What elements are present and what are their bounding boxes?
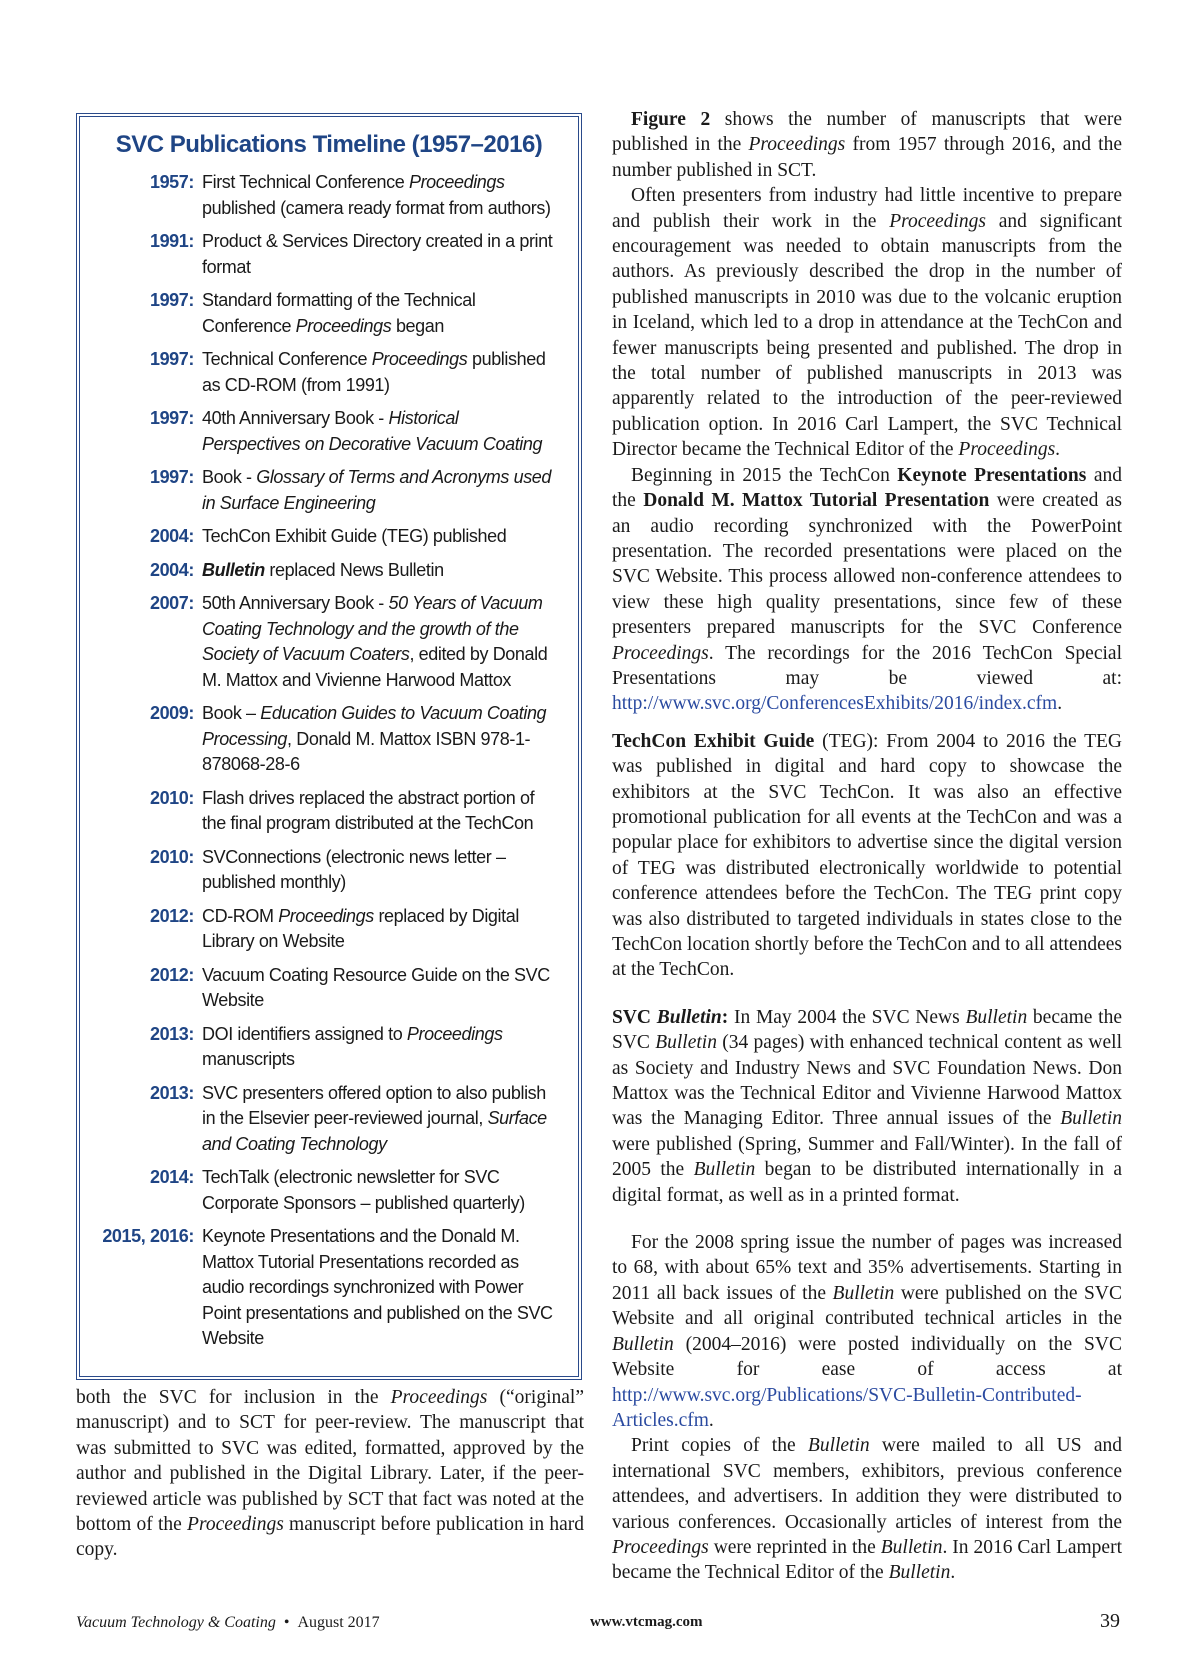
timeline-entry — [98, 558, 560, 584]
sidebar-title: SVC Publications Timeline (1957–2016) — [115, 131, 543, 158]
timeline-year: 1997: — [149, 290, 194, 310]
url-link[interactable]: http://www.svc.org/Publications/SVC-Bulletin-Contributed-Articles.cfm — [612, 1384, 1082, 1431]
text-run: Bulletin — [888, 1562, 951, 1584]
text-run: TechCon Exhibit Guide (TEG) published — [202, 526, 507, 546]
text-run: : — [721, 1006, 729, 1028]
timeline-entry — [98, 229, 560, 280]
timeline-entry — [98, 1081, 560, 1158]
footer-website: www.vtcmag.com — [590, 1614, 703, 1630]
text-run: replaced News Bulletin — [264, 559, 444, 580]
timeline-year: 1991: — [149, 231, 194, 251]
timeline-year: 2012: — [149, 905, 194, 926]
text-run: Proceedings — [295, 315, 392, 336]
text-run: Standard formatting of the Technical Conference — [202, 290, 476, 336]
timeline-year: 1957: — [149, 172, 194, 192]
text-run: Proceedings — [187, 1514, 284, 1536]
text-run: Keynote Presentations and the Donald M. Mattox Tutorial Presentations recorded as audio recordings synchronized with Power Point presentations and published on the SVC Website — [202, 1226, 553, 1348]
timeline-entry — [98, 288, 560, 339]
publications-timeline-sidebar — [76, 113, 582, 1380]
text-run: TechTalk (electronic newsletter for SVC Corporate Sponsors – published quarterly) — [202, 1167, 525, 1213]
text-run: became the SVC — [612, 1006, 1122, 1054]
text-run: SVC presenters offered option to also publish in the Elsevier peer-reviewed journal, — [202, 1082, 546, 1128]
text-run: Flash drives replaced the abstract portion of the final program distributed at the TechCon — [202, 787, 535, 833]
text-run: Proceedings — [371, 349, 468, 369]
text-run: , Donald M. Mattox ISBN 978-1-878068-28-6 — [202, 728, 531, 774]
timeline-year: 2004: — [149, 526, 194, 546]
text-run: began to be distributed internationally in a digital format, as well as in a printed format. — [612, 1159, 1122, 1206]
text-run: shows the number of manuscripts that were published in the — [612, 109, 1122, 156]
text-run: (“original” manuscript) and to SCT for peer-review. The manuscript that was submitted to SVC was edited, formatted, approved by the author and published in the Digital Library. Later, if the peer-reviewed article was published by SCT that fact was noted at the bottom of the — [76, 1387, 584, 1536]
timeline-year: 2014: — [149, 1167, 194, 1187]
url-link[interactable]: http://www.svc.org/ConferencesExhibits/2016/index.cfm — [612, 693, 1058, 715]
text-run: Historical Perspectives on Decorative Vacuum Coating — [202, 408, 543, 454]
text-run: Bulletin — [1060, 1108, 1122, 1130]
timeline-description — [202, 845, 560, 896]
timeline-year: 2004: — [149, 559, 194, 580]
text-run: TechCon Exhibit Guide — [612, 730, 815, 752]
text-run: both the SVC for inclusion in the — [76, 1387, 391, 1408]
text-run: Proceedings — [748, 134, 846, 156]
text-run: Bulletin — [655, 1032, 717, 1054]
text-run: Proceedings — [390, 1387, 488, 1408]
body-paragraph — [612, 1230, 1122, 1433]
timeline-description — [202, 1165, 560, 1216]
text-run: Education Guides to Vacuum Coating Processing — [202, 703, 547, 749]
text-run: Glossary of Terms and Acronyms used in Surface Engineering — [202, 467, 552, 513]
text-run: Book - — [202, 467, 257, 487]
timeline-entry — [98, 701, 560, 778]
timeline-entry — [98, 406, 560, 457]
text-run: were published on the SVC Website and all original contributed technical articles in the — [612, 1282, 1122, 1330]
footer-page-number: 39 — [1100, 1610, 1120, 1632]
text-run: Bulletin — [656, 1006, 722, 1028]
body-paragraph — [612, 183, 1122, 462]
body-paragraph — [612, 107, 1122, 183]
timeline-year: 1997: — [149, 349, 194, 369]
footer-publication-name: Vacuum Technology & Coating — [76, 1614, 276, 1631]
timeline-description — [202, 1022, 560, 1073]
timeline-year: 2012: — [149, 964, 194, 985]
timeline-year: 2015, 2016: — [102, 1226, 194, 1246]
text-run: Proceedings — [958, 439, 1056, 461]
text-run: . The recordings for the 2016 TechCon Special Presentations may be viewed at: — [612, 642, 1122, 689]
text-run: were reprinted in the — [708, 1536, 881, 1558]
text-run: Surface and Coating Technology — [202, 1108, 547, 1154]
text-run: Bulletin — [612, 1333, 674, 1355]
timeline-entry — [98, 1165, 560, 1216]
text-run: SVConnections (electronic news letter – published monthly) — [202, 846, 506, 892]
text-run: Donald M. Mattox Tutorial Presentation — [643, 490, 990, 512]
text-run: Bulletin — [880, 1536, 943, 1558]
timeline-description — [202, 1224, 560, 1352]
right-column-text — [612, 107, 1122, 1586]
text-run: Book – — [202, 703, 261, 723]
timeline-year: 1997: — [149, 408, 194, 428]
text-run: replaced by Digital Library on Website — [202, 905, 519, 951]
text-run: Bulletin — [693, 1159, 756, 1181]
timeline-description — [202, 288, 560, 339]
text-run: (34 pages) with enhanced technical content as well as Society and Industry News and SVC Foundation News. Don Mattox was the Technical Editor and Vivienne Harwood Mattox was the Managing Editor. Three annual issues of the — [612, 1032, 1122, 1130]
text-run: Proceedings — [406, 1023, 503, 1044]
text-run: were created as an audio recording synchronized with the PowerPoint presentation. The recorded presentations were placed on the SVC Website. This process allowed non-conference attendees to view these high quality presentations, since few of these presenters prepared manuscripts for the SVC Conference — [612, 490, 1122, 639]
timeline-description — [202, 558, 560, 584]
timeline-description — [202, 786, 560, 837]
timeline-entry — [98, 465, 560, 516]
text-run: Figure 2 — [631, 109, 711, 130]
text-run: Beginning in 2015 the TechCon — [631, 464, 898, 486]
timeline-entry — [98, 524, 560, 550]
text-run: Often presenters from industry had little incentive to prepare and publish their work in the — [612, 185, 1122, 232]
body-paragraph — [612, 1005, 1122, 1208]
timeline-description — [202, 229, 560, 280]
text-run: Keynote Presentations — [897, 464, 1087, 486]
timeline-description — [202, 904, 560, 955]
text-run: and significant encouragement was needed to obtain manuscripts from the authors. As previously described the drop in the number of published manuscripts in 2010 was due to the volcanic eruption in Iceland, which led to a drop in attendance at the TechCon and fewer manuscripts being presented and published. The drop in the total number of published manuscripts in 2013 was apparently related to the introduction of the peer-reviewed publication option. In 2016 Carl Lampert, the SVC Technical Director became the Technical Editor of the — [612, 210, 1123, 461]
timeline-entry — [98, 591, 560, 693]
text-run: Bulletin — [965, 1006, 1028, 1028]
body-paragraph — [612, 463, 1122, 717]
timeline-entry — [98, 1022, 560, 1073]
timeline-entry — [98, 347, 560, 398]
text-run: Proceedings — [612, 1536, 709, 1558]
text-run: SVC — [612, 1006, 657, 1028]
text-run: published (camera ready format from authors) — [202, 197, 551, 218]
timeline-description — [202, 524, 560, 550]
timeline-description — [202, 701, 560, 778]
timeline-year: 2013: — [149, 1023, 194, 1044]
timeline-year: 2009: — [149, 703, 194, 723]
text-run: Product & Services Directory created in a print format — [202, 231, 553, 277]
timeline-entry — [98, 904, 560, 955]
text-run: . — [1057, 693, 1063, 715]
text-run: Print copies of the — [631, 1435, 808, 1457]
timeline-description — [202, 1081, 560, 1158]
timeline-entry — [98, 963, 560, 1014]
text-run: and the — [612, 464, 1122, 512]
text-run: (TEG): From 2004 to 2016 the TEG was published in digital and hard copy to showcase the exhibitors at the SVC TechCon. It was also an effective promotional publication for all events at the TechCon and was a popular place for exhibitors to advertise since the digital version of TEG was distributed electronically worldwide to potential conference attendees before the TechCon. The TEG print copy was also distributed to targeted individuals in states close to the TechCon location shortly before the TechCon and to all attendees at the TechCon. — [612, 730, 1122, 981]
left-column-text — [76, 1385, 584, 1563]
text-run: DOI identifiers assigned to — [202, 1023, 407, 1044]
text-run: began — [391, 315, 444, 336]
timeline-entry — [98, 170, 560, 221]
timeline-list — [98, 170, 560, 1352]
text-run: Proceedings — [408, 172, 505, 192]
text-run: Proceedings — [278, 905, 374, 926]
text-run: . — [950, 1562, 956, 1584]
text-run: CD-ROM — [202, 905, 279, 926]
timeline-year: 2010: — [149, 787, 194, 808]
text-run: 50 Years of Vacuum Coating Technology and the growth of the Society of Vacuum Coaters — [202, 593, 543, 664]
timeline-entry — [98, 786, 560, 837]
timeline-description — [202, 963, 560, 1014]
text-run: 50th Anniversary Book - — [202, 593, 389, 613]
text-run: , edited by Donald M. Mattox and Vivienne Harwood Mattox — [202, 644, 548, 690]
text-run: were published (Spring, Summer and Fall/Winter). In the fall of 2005 the — [612, 1133, 1122, 1181]
text-run: Bulletin — [807, 1435, 870, 1457]
timeline-description — [202, 591, 560, 693]
timeline-entry — [98, 1224, 560, 1352]
timeline-description — [202, 347, 560, 398]
timeline-description — [202, 170, 560, 221]
timeline-description — [202, 465, 560, 516]
timeline-year: 2007: — [149, 593, 194, 613]
text-run: were mailed to all US and international SVC members, exhibitors, previous conference attendees, and advertisers. In addition they were distributed to various conferences. Occasionally articles of interest from the — [612, 1435, 1122, 1533]
footer-date: August 2017 — [297, 1614, 380, 1631]
text-run: (2004–2016) were posted individually on the SVC Website for ease of access at — [612, 1333, 1122, 1381]
text-run: For the 2008 spring issue the number of pages was increased to 68, with about 65% text and 35% advertisements. Starting in 2011 all back issues of the — [612, 1232, 1122, 1304]
text-run: 40th Anniversary Book - — [202, 408, 389, 428]
text-run: published as CD-ROM (from 1991) — [202, 349, 546, 395]
timeline-description — [202, 406, 560, 457]
text-run: Proceedings — [612, 642, 709, 664]
text-run: . — [708, 1409, 714, 1431]
text-run: manuscripts — [202, 1049, 295, 1069]
text-run: Bulletin — [202, 559, 265, 580]
footer-separator: • — [283, 1614, 290, 1631]
text-run: In May 2004 the SVC News — [728, 1006, 966, 1028]
footer-publication — [76, 1614, 380, 1632]
text-run: . In 2016 Carl Lampert became the Technical Editor of the — [612, 1536, 1122, 1584]
text-run: manuscript before publication in hard copy. — [76, 1514, 584, 1561]
body-paragraph — [612, 729, 1122, 983]
text-run: Vacuum Coating Resource Guide on the SVC Website — [202, 964, 550, 1010]
text-run: . — [1055, 439, 1061, 461]
timeline-year: 2013: — [149, 1082, 194, 1103]
timeline-year: 1997: — [149, 467, 194, 487]
text-run: Bulletin — [832, 1282, 895, 1304]
text-run: First Technical Conference — [202, 172, 409, 192]
text-run: Proceedings — [889, 210, 986, 232]
timeline-year: 2010: — [149, 846, 194, 867]
timeline-entry — [98, 845, 560, 896]
body-paragraph — [612, 1433, 1122, 1585]
text-run: from 1957 through 2016, and the number published in SCT. — [612, 134, 1123, 181]
text-run: Technical Conference — [202, 349, 372, 369]
